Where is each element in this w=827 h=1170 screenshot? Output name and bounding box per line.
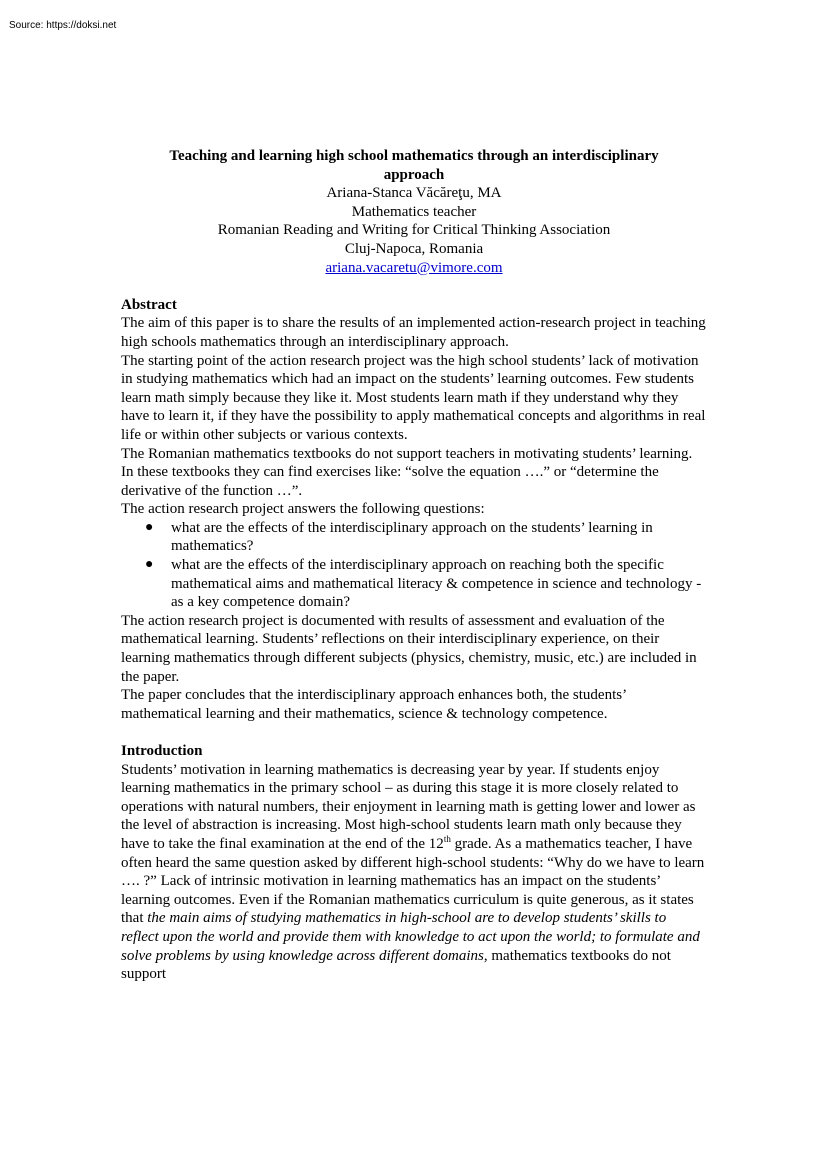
bullet-icon: ●	[145, 519, 154, 535]
introduction-section	[121, 742, 707, 984]
document-page	[121, 147, 707, 984]
bullet-icon: ●	[145, 557, 154, 573]
author-name: Ariana-Stanca Văcăreţu, MA	[326, 185, 502, 202]
abstract-paragraph: The Romanian mathematics textbooks do not support teachers in motivating students’ learning. In these textbooks they can find exercises like: “solve the equation ….” or “determine the derivative of the function …”.	[121, 445, 693, 499]
list-item	[121, 519, 707, 556]
paper-title	[121, 147, 707, 184]
list-item-text: what are the effects of the interdisciplinary approach on reaching both the specific mathematical aims and mathematical literacy & competence in science and technology - as a key competence domain?	[171, 557, 702, 611]
abstract-paragraph: The action research project answers the following questions:	[121, 501, 485, 518]
author-organization: Romanian Reading and Writing for Critical Thinking Association	[217, 222, 611, 239]
author-email-link[interactable]: ariana.vacaretu@vimore.com	[325, 259, 503, 276]
abstract-paragraph: The aim of this paper is to share the results of an implemented action-research project in teaching high schools mathematics through an interdisciplinary approach.	[121, 315, 706, 350]
author-role: Mathematics teacher	[351, 203, 477, 220]
abstract-paragraph: The paper concludes that the interdisciplinary approach enhances both, the students’ mathematical learning and their mathematics, science & technology competence.	[121, 687, 626, 722]
intro-text: , mathematics textbooks do not support	[121, 947, 671, 983]
source-label: Source: https://doksi.net	[9, 20, 117, 31]
intro-text: grade. As a mathematics teacher, I have often heard the same question asked by different high-school students: “Why do we have to learn …. ?” Lack of intrinsic motivation in learning mathematics has an impact on the students’ learning outcomes. Even if the Romanian mathematics curriculum is quite generous, as it states that	[121, 835, 705, 927]
abstract-section	[121, 296, 707, 724]
title-block	[121, 147, 707, 277]
author-location: Cluj-Napoca, Romania	[344, 240, 484, 257]
abstract-paragraph: The action research project is documented with results of assessment and evaluation of the mathematical learning. Students’ reflections on their interdisciplinary experience, on their learning mathematics through different subjects (physics, chemistry, music, etc.) are included in the paper.	[121, 612, 697, 685]
abstract-paragraph: The starting point of the action research project was the high school students’ lack of motivation in studying mathematics which had an impact on the students’ learning outcomes. Few students learn math simply because they like it. Most students learn math if they understand why they have to learn it, if they have the possibility to apply mathematical concepts and algorithms in real life or within other subjects or various contexts.	[121, 352, 706, 443]
list-item-text: what are the effects of the interdisciplinary approach on the students’ learning in mathematics?	[171, 519, 653, 555]
intro-italic-quote: the main aims of studying mathematics in high-school are to develop students’ skills to reflect upon the world and provide them with knowledge to act upon the world; to formulate and solve problems by using knowledge across different domains	[121, 910, 700, 964]
title-line-2: approach	[383, 166, 445, 183]
intro-text: Students’ motivation in learning mathematics is decreasing year by year. If students enjoy learning mathematics in the primary school – as during this stage it is more closely related to operations with natural numbers, their enjoyment in learning math is getting lower and lower as the level of abstraction is increasing. Most high-school students learn math only because they have to take the final examination at the end of the 12	[121, 761, 696, 852]
research-questions-list	[121, 519, 707, 612]
title-line-1: Teaching and learning high school mathematics through an interdisciplinary	[169, 148, 659, 164]
introduction-heading: Introduction	[121, 743, 203, 759]
introduction-paragraph	[121, 761, 707, 984]
abstract-heading: Abstract	[121, 296, 177, 313]
list-item	[121, 556, 707, 612]
ordinal-suffix: th	[443, 833, 451, 844]
